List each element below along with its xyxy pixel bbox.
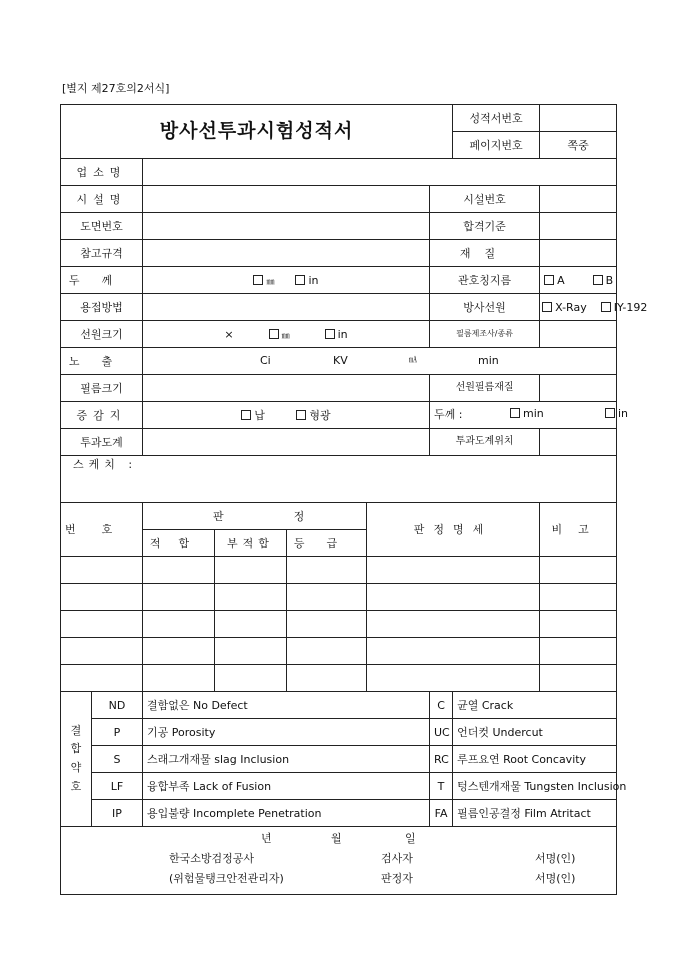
row-cell[interactable] [367,665,540,692]
year-label: 년 [261,832,272,845]
checkbox-thk-min[interactable] [510,408,520,418]
row-cell[interactable] [287,638,367,665]
row-cell[interactable] [143,665,215,692]
source-options [540,294,648,321]
defect-code-2: UC [430,719,453,746]
row-cell[interactable] [367,638,540,665]
table-row [61,557,617,584]
org-name-2: (위험물탱크안전관리자) [169,872,284,885]
option-lead: 납 [254,408,265,422]
checkbox-size-in[interactable] [325,329,335,339]
thickness-label: 두께 [61,267,143,294]
exposure-label: 노출 [61,348,143,375]
material-value[interactable] [540,240,617,267]
defect-abbrev-label: 결합약호 [61,692,92,827]
defect-code-2: T [430,773,453,800]
defect-code: P [92,719,143,746]
defect-name-2: 언더컷 Undercut [453,719,617,746]
defect-code: ND [92,692,143,719]
report-no-label: 성적서번호 [453,105,540,132]
row-cell[interactable] [143,557,215,584]
sketch-area[interactable]: 스케치 : [61,456,617,503]
drawing-no-label: 도면번호 [61,213,143,240]
defect-code-2: FA [430,800,453,827]
defect-name-2: 필름인공결정 Film Atritact [453,800,617,827]
option-xray: X-Ray [555,300,587,314]
unit-kv: KV [333,354,348,367]
checkbox-pipe-b[interactable] [593,275,603,285]
checkbox-mm[interactable] [253,275,263,285]
pass-criteria-value[interactable] [540,213,617,240]
remarks-header: 비고 [540,503,617,557]
defect-code: IP [92,800,143,827]
checkbox-thk-in[interactable] [605,408,615,418]
company-value[interactable] [143,159,617,186]
exposure-values [143,348,617,375]
row-cell[interactable] [215,638,287,665]
source-size-label: 선원크기 [61,321,143,348]
option-b: B [605,273,614,287]
row-cell[interactable] [367,584,540,611]
unit-in-2: in [337,327,348,341]
table-row [61,638,617,665]
defect-name: 용입불량 Incomplete Penetration [143,800,430,827]
row-cell[interactable] [143,584,215,611]
intensifier-thickness [430,402,629,429]
thickness-units [143,267,430,294]
month-label: 월 [331,832,342,845]
facility-label: 시설명 [61,186,143,213]
defect-code-2: RC [430,746,453,773]
row-cell[interactable] [540,557,617,584]
day-label: 일 [405,832,416,845]
option-a: A [557,273,565,287]
table-row [61,665,617,692]
iqi-position-value[interactable] [540,429,617,456]
option-ir192: IY-192 [613,300,648,314]
defect-name-2: 텅스텐개재물 Tungsten Inclusion [453,773,617,800]
pipe-options [540,267,617,294]
row-cell[interactable] [540,638,617,665]
pipe-designation-label: 관호칭지름 [430,267,540,294]
material-label: 재질 [430,240,540,267]
form-code: [별지 제27호의2서식] [62,82,170,95]
judge-label: 판정자 [381,872,413,885]
unit-in: in [308,273,319,287]
judgement-header: 판정 [143,503,367,530]
reference-std-label: 참고규격 [61,240,143,267]
welding-method-value[interactable] [143,294,430,321]
row-cell[interactable] [367,557,540,584]
unit-mm: ㎜ [266,276,275,286]
org-name: 한국소방검정공사 [169,852,255,865]
page-of-label: 쪽중 [540,132,617,159]
defect-name: 융합부족 Lack of Fusion [143,773,430,800]
unit-min: min [478,354,499,367]
intensifier-label: 증감지 [61,402,143,429]
row-cell[interactable] [215,665,287,692]
unit-in-3: in [618,407,629,420]
defect-code: LF [92,773,143,800]
page-no-label: 페이지번호 [453,132,540,159]
row-cell[interactable] [215,611,287,638]
company-label: 업소명 [61,159,143,186]
intensifier-options [143,402,430,429]
source-film-material-label: 선원필름재질 [430,375,540,402]
unit-ma: ㎃ [409,355,417,364]
source-film-material-value[interactable] [540,375,617,402]
report-form [60,104,648,895]
unit-min-2: min [523,407,544,420]
defect-name-2: 균열 Crack [453,692,617,719]
row-cell[interactable] [215,584,287,611]
film-size-label: 필름크기 [61,375,143,402]
checkbox-lead[interactable] [241,410,251,420]
judge-sign[interactable]: 서명(인) [535,872,576,885]
defect-code-2: C [430,692,453,719]
table-row [61,584,617,611]
table-row [61,611,617,638]
defect-code: S [92,746,143,773]
row-cell[interactable] [143,611,215,638]
pass-criteria-label: 합격기준 [430,213,540,240]
checkbox-ir192[interactable] [601,302,611,312]
checkbox-pipe-a[interactable] [544,275,554,285]
row-cell[interactable] [61,665,143,692]
defect-name: 스래그개재물 slag Inclusion [143,746,430,773]
source-size-units [143,321,430,348]
row-cell[interactable] [287,611,367,638]
facility-value[interactable] [143,186,430,213]
row-cell[interactable] [143,638,215,665]
no-header: 번호 [61,503,143,557]
checkbox-fluorescent[interactable] [296,410,306,420]
row-cell[interactable] [540,584,617,611]
row-cell[interactable] [540,611,617,638]
drawing-no-value[interactable] [143,213,430,240]
row-cell[interactable] [215,557,287,584]
inspector-sign[interactable]: 서명(인) [535,852,576,865]
report-no-value[interactable] [540,105,617,132]
welding-method-label: 용접방법 [61,294,143,321]
row-cell[interactable] [61,611,143,638]
grade-header: 등급 [287,530,367,557]
iqi-position-label: 투과도계위치 [430,429,540,456]
defect-name-2: 루프요연 Root Concavity [453,746,617,773]
inspector-label: 검사자 [381,852,413,865]
facility-no-value[interactable] [540,186,617,213]
film-size-value[interactable] [143,375,430,402]
defect-name: 기공 Porosity [143,719,430,746]
iqi-label: 투과도계 [61,429,143,456]
option-fluorescent: 형광 [309,408,331,422]
row-cell[interactable] [287,584,367,611]
defect-name: 결함없은 No Defect [143,692,430,719]
film-maker-type-label: 필름제조사/종류 [430,321,540,348]
row-cell[interactable] [540,665,617,692]
row-cell[interactable] [287,665,367,692]
page-title: 방사선투과시험성적서 [61,105,453,159]
film-maker-type-value[interactable] [540,321,617,348]
facility-no-label: 시설번호 [430,186,540,213]
fail-header: 부적합 [215,530,287,557]
iqi-value[interactable] [143,429,430,456]
radiation-source-label: 방사선원 [430,294,540,321]
checkbox-size-mm[interactable] [269,329,279,339]
row-cell[interactable] [287,557,367,584]
row-cell[interactable] [61,584,143,611]
footer [61,827,617,895]
thickness-colon-label: 두께 : [434,408,463,421]
checkbox-in[interactable] [295,275,305,285]
row-cell[interactable] [61,638,143,665]
checkbox-xray[interactable] [542,302,552,312]
unit-ci: Ci [260,354,271,367]
row-cell[interactable] [367,611,540,638]
detail-header: 판정명세 [367,503,540,557]
reference-std-value[interactable] [143,240,430,267]
pass-header: 적합 [143,530,215,557]
row-cell[interactable] [61,557,143,584]
times-sign: × [224,327,234,341]
unit-mm-2: ㎜ [281,330,290,340]
